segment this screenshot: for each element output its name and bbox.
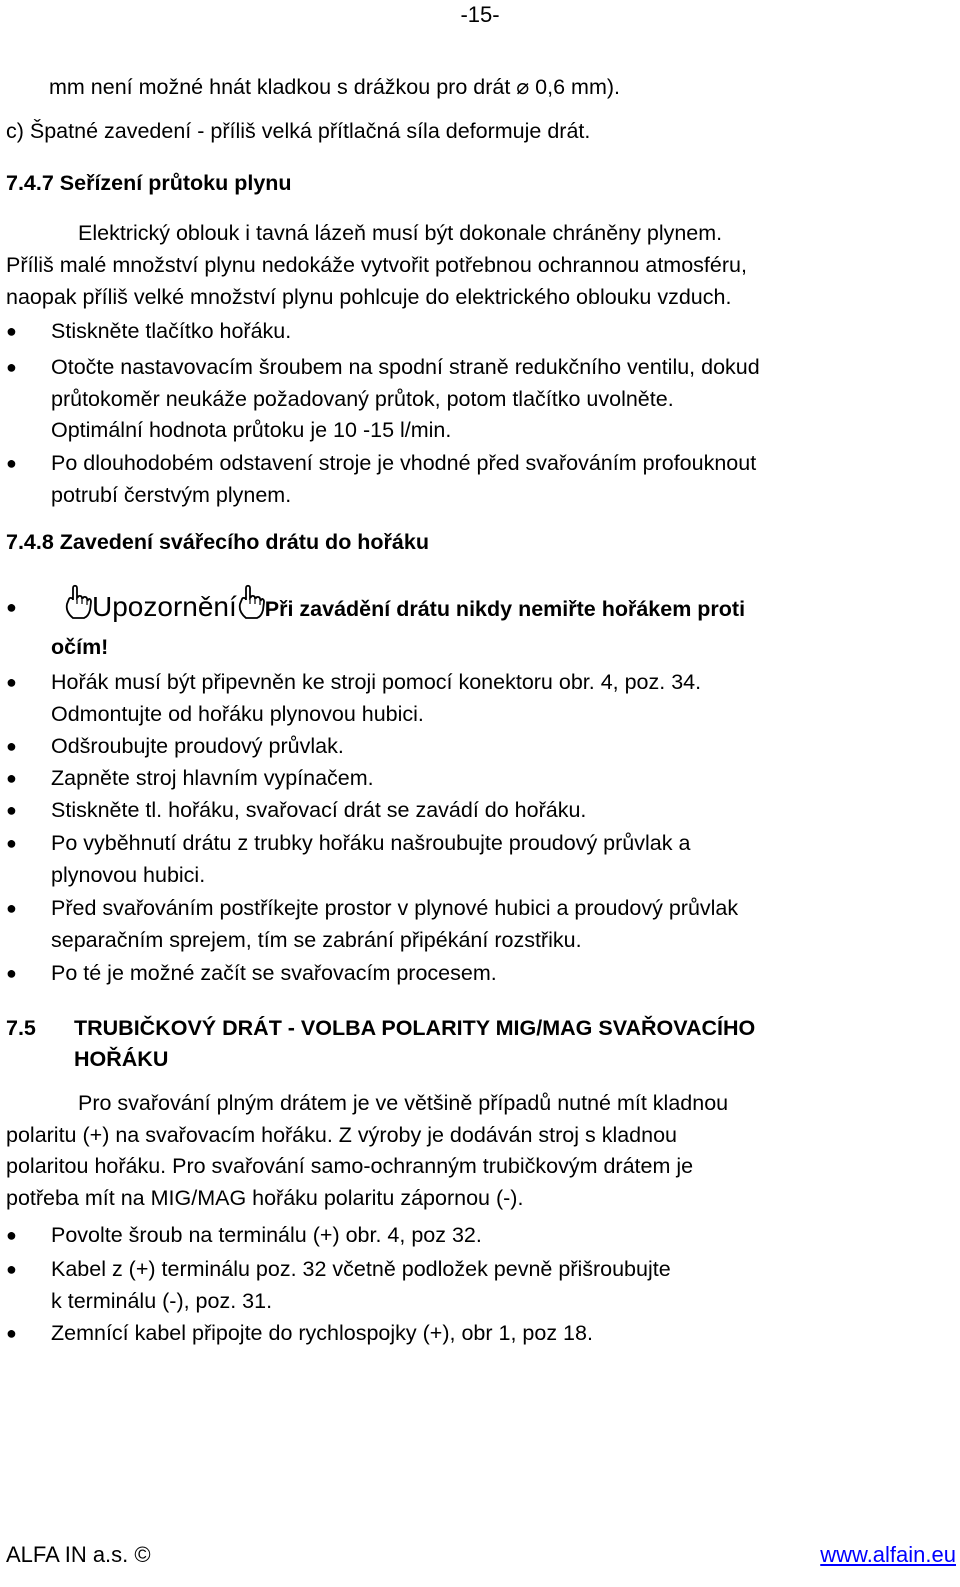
bullet-line: Po dlouhodobém odstavení stroje je vhodné před svařováním profouknout <box>51 451 757 475</box>
bullet-line: Stiskněte tlačítko hořáku. <box>51 319 292 343</box>
bullet-line: Zemnící kabel připojte do rychlospojky (+), obr 1, poz 18. <box>51 1321 593 1345</box>
bullet-line: k terminálu (-), poz. 31. <box>51 1288 273 1313</box>
section-75-para-line-2: polaritu (+) na svařovacím hořáku. Z výroby je dodáván stroj s kladnou <box>6 1123 678 1147</box>
section-747-para-line-1: Elektrický oblouk i tavná lázeň musí být dokonale chráněny plynem. <box>78 221 723 245</box>
pointing-hand-icon <box>64 584 92 620</box>
bullet-dot-icon: ● <box>6 800 17 820</box>
bullet-dot-icon: ● <box>6 357 17 377</box>
bullet-dot-icon: ● <box>6 597 17 617</box>
bullet-line: separačním sprejem, tím se zabrání připékání rozstřiku. <box>51 927 582 952</box>
bullet-dot-icon: ● <box>6 453 17 473</box>
warning-label: Upozornění <box>92 591 237 622</box>
bullet-line: Kabel z (+) terminálu poz. 32 včetně podložek pevně přišroubujte <box>51 1257 671 1281</box>
bullet-line: potrubí čerstvým plynem. <box>51 482 292 507</box>
intro-line-1: mm není možné hnát kladkou s drážkou pro drát ⌀ 0,6 mm). <box>49 75 620 99</box>
section-747-heading: 7.4.7 Seřízení průtoku plynu <box>6 171 292 195</box>
bullet-dot-icon: ● <box>6 1225 17 1245</box>
bullet-dot-icon: ● <box>6 672 17 692</box>
bullet-dot-icon: ● <box>6 1323 17 1343</box>
bullet-dot-icon: ● <box>6 833 17 853</box>
warning-text: Při zavádění drátu nikdy nemiřte hořákem proti <box>264 597 746 621</box>
bullet-line: plynovou hubici. <box>51 862 206 887</box>
bullet-dot-icon: ● <box>6 898 17 918</box>
bullet-line: Po té je možné začít se svařovacím procesem. <box>51 961 497 985</box>
bullet-dot-icon: ● <box>6 1259 17 1279</box>
bullet-dot-icon: ● <box>6 768 17 788</box>
bullet-line: průtokoměr neukáže požadovaný průtok, potom tlačítko uvolněte. <box>51 386 674 411</box>
bullet-line: Povolte šroub na terminálu (+) obr. 4, poz 32. <box>51 1223 482 1247</box>
bullet-dot-icon: ● <box>6 736 17 756</box>
bullet-line: Otočte nastavovacím šroubem na spodní straně redukčního ventilu, dokud <box>51 355 760 379</box>
page-number: -15- <box>460 2 500 27</box>
pointing-hand-icon <box>237 584 265 620</box>
bullet-line: Hořák musí být připevněn ke stroji pomocí konektoru obr. 4, poz. 34. <box>51 670 702 694</box>
warning-text-continuation: očím! <box>51 635 109 659</box>
footer-company: ALFA IN a.s. © <box>6 1542 151 1567</box>
bullet-line: Odmontujte od hořáku plynovou hubici. <box>51 701 424 726</box>
bullet-line: Po vyběhnutí drátu z trubky hořáku našroubujte proudový průvlak a <box>51 831 691 855</box>
bullet-line: Zapněte stroj hlavním vypínačem. <box>51 766 374 790</box>
section-75-para-line-1: Pro svařování plným drátem je ve většině případů nutné mít kladnou <box>78 1091 729 1115</box>
bullet-dot-icon: ● <box>6 321 17 341</box>
bullet-line: Odšroubujte proudový průvlak. <box>51 734 344 758</box>
section-748-heading: 7.4.8 Zavedení svářecího drátu do hořáku <box>6 530 429 554</box>
section-747-para-line-3: naopak příliš velké množství plynu pohlcuje do elektrického oblouku vzduch. <box>6 285 732 309</box>
section-75-number: 7.5 <box>6 1016 36 1040</box>
section-75-title-line-2: HOŘÁKU <box>74 1047 169 1071</box>
bullet-line: Před svařováním postříkejte prostor v plynové hubici a proudový průvlak <box>51 896 739 920</box>
intro-line-2: c) Špatné zavedení - příliš velká přítlačná síla deformuje drát. <box>6 119 591 143</box>
footer-website-link[interactable]: www.alfain.eu <box>820 1542 956 1567</box>
bullet-dot-icon: ● <box>6 963 17 983</box>
bullet-line: Optimální hodnota průtoku je 10 -15 l/min. <box>51 418 452 442</box>
section-747-para-line-2: Příliš malé množství plynu nedokáže vytvořit potřebnou ochrannou atmosféru, <box>6 253 747 277</box>
section-75-para-line-3: polaritou hořáku. Pro svařování samo-ochranným trubičkovým drátem je <box>6 1154 694 1178</box>
section-75-para-line-4: potřeba mít na MIG/MAG hořáku polaritu zápornou (-). <box>6 1186 524 1210</box>
section-75-title-line-1: TRUBIČKOVÝ DRÁT - VOLBA POLARITY MIG/MAG SVAŘOVACÍHO <box>74 1016 756 1040</box>
bullet-line: Stiskněte tl. hořáku, svařovací drát se zavádí do hořáku. <box>51 798 587 822</box>
